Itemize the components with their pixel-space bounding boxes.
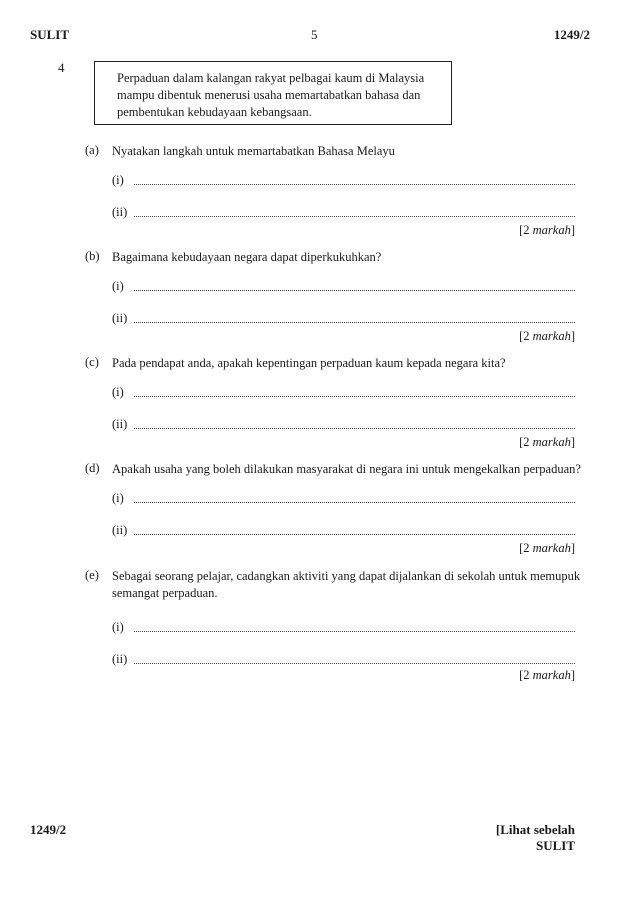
footer-sulit: SULIT [535, 838, 575, 853]
stimulus-box [94, 61, 452, 125]
answer-line-ii[interactable] [112, 205, 575, 221]
answer-number: (ii) [112, 523, 128, 537]
answer-number: (ii) [112, 311, 128, 325]
answer-line-i[interactable] [112, 385, 575, 401]
answer-number: (ii) [112, 652, 128, 666]
answer-line-i[interactable] [112, 620, 575, 636]
marks-label: [2 markah] [519, 223, 575, 237]
dotted-line [134, 290, 575, 291]
dotted-line [134, 396, 575, 397]
page-number: 5 [311, 27, 318, 42]
dotted-line [134, 428, 575, 429]
dotted-line [134, 534, 575, 535]
part-label: (e) [85, 568, 99, 582]
question-number: 4 [58, 60, 65, 75]
header-left: SULIT [30, 27, 70, 42]
answer-line-ii[interactable] [112, 311, 575, 327]
dotted-line [134, 184, 575, 185]
dotted-line [134, 502, 575, 503]
marks-label: [2 markah] [519, 541, 575, 555]
part-label: (a) [85, 143, 99, 157]
answer-line-ii[interactable] [112, 523, 575, 539]
part-label: (d) [85, 461, 100, 475]
footer-turn-page: [Lihat sebelah [495, 822, 575, 837]
part-question: Apakah usaha yang boleh dilakukan masyarakat di negara ini untuk mengekalkan perpaduan? [112, 462, 581, 476]
marks-label: [2 markah] [519, 435, 575, 449]
footer-left: 1249/2 [30, 822, 67, 837]
part-question: Nyatakan langkah untuk memartabatkan Bahasa Melayu [112, 144, 395, 158]
answer-number: (i) [112, 491, 124, 505]
stimulus-text: Perpaduan dalam kalangan rakyat pelbagai kaum di Malaysia mampu dibentuk menerusi usaha memartabatkan bahasa dan pembentukan kebudayaan kebangsaan. [117, 71, 425, 119]
answer-line-i[interactable] [112, 279, 575, 295]
dotted-line [134, 631, 575, 632]
part-question: Pada pendapat anda, apakah kepentingan perpaduan kaum kepada negara kita? [112, 356, 506, 370]
answer-number: (i) [112, 620, 124, 634]
marks-label: [2 markah] [519, 668, 575, 682]
answer-line-ii[interactable] [112, 417, 575, 433]
answer-line-i[interactable] [112, 173, 575, 189]
dotted-line [134, 663, 575, 664]
part-question: Bagaimana kebudayaan negara dapat diperkukuhkan? [112, 250, 382, 264]
footer-right [496, 822, 575, 854]
part-label: (c) [85, 355, 99, 369]
answer-number: (i) [112, 173, 124, 187]
header-right: 1249/2 [553, 27, 590, 42]
answer-number: (ii) [112, 205, 128, 219]
part-label: (b) [85, 249, 100, 263]
part-question: Sebagai seorang pelajar, cadangkan aktiviti yang dapat dijalankan di sekolah untuk memupuk semangat perpaduan. [112, 569, 581, 600]
answer-line-i[interactable] [112, 491, 575, 507]
dotted-line [134, 216, 575, 217]
marks-label: [2 markah] [519, 329, 575, 343]
answer-number: (i) [112, 279, 124, 293]
dotted-line [134, 322, 575, 323]
answer-number: (ii) [112, 417, 128, 431]
answer-number: (i) [112, 385, 124, 399]
answer-line-ii[interactable] [112, 652, 575, 668]
